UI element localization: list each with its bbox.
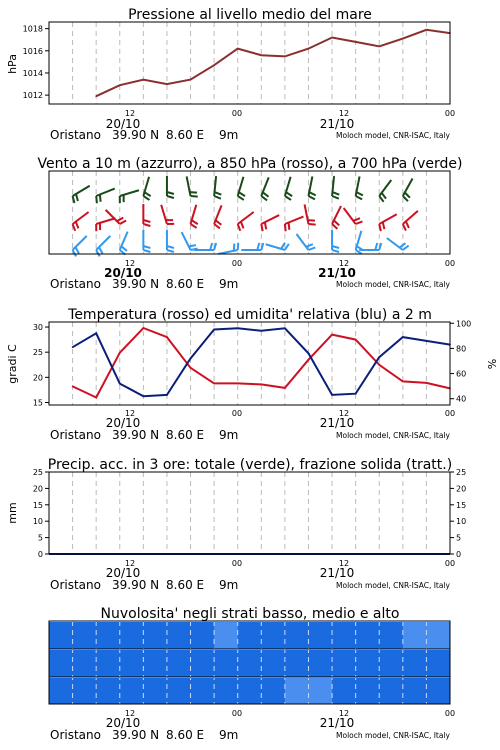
wind-barb-feather	[145, 192, 151, 196]
time-tick-label: 00	[231, 109, 243, 118]
temperature-point	[190, 367, 192, 369]
wind-barb-feather	[238, 243, 239, 250]
date-label: 20/10	[105, 716, 141, 730]
wind-barb-feather	[239, 192, 245, 196]
cloud-cell-light	[214, 622, 238, 649]
y-tick-label: 20	[32, 484, 43, 494]
humidity-point	[355, 393, 357, 395]
wind-barb-feather	[143, 220, 150, 222]
humidity-point	[95, 333, 97, 335]
time-tick-label: 12	[124, 709, 136, 718]
wind-barb-feather	[190, 192, 197, 193]
humidity-point	[119, 383, 121, 385]
pressure-point	[426, 29, 428, 31]
y-tick-label: 5	[37, 533, 43, 543]
date-label: 21/10	[319, 566, 355, 580]
time-tick-label: 12	[124, 259, 136, 268]
wind-barb-feather	[143, 224, 150, 226]
cloudiness-title: Nuvolosita' negli strati basso, medio e alto	[100, 606, 400, 622]
pressure-point	[402, 38, 404, 40]
wind-barb-feather	[100, 195, 101, 202]
precipitation-location-line	[50, 578, 451, 592]
date-label: 20/10	[105, 566, 141, 580]
y-tick-label: 20	[32, 373, 43, 383]
location-lat: 39.90 N	[112, 128, 160, 142]
humidity-point	[402, 336, 404, 338]
temperature-point	[331, 334, 333, 336]
humidity-point	[260, 330, 262, 332]
wind-barb-feather	[265, 222, 266, 229]
pressure-point	[378, 46, 380, 48]
precipitation-grid	[73, 472, 427, 554]
temperature-location-line	[50, 428, 451, 442]
temperature-point	[119, 352, 121, 354]
wind-barb-feather	[332, 224, 337, 229]
pressure-point	[331, 37, 333, 39]
temperature-point	[260, 384, 262, 386]
wind-barb-feather	[143, 246, 150, 248]
wind-barb-feather	[191, 196, 198, 197]
wind-barb-feather	[99, 247, 103, 253]
time-tick-label: 00	[444, 109, 456, 118]
location-lon: 8.60 E	[166, 277, 205, 291]
date-label: 21/10	[319, 117, 355, 131]
wind-barb-feather	[121, 246, 127, 251]
precipitation-y-ticks-left	[33, 468, 49, 559]
y-tick-label: 25	[456, 468, 467, 477]
temperature-point	[72, 386, 74, 388]
temperature-frame	[49, 322, 450, 405]
y-tick-label: 5	[456, 533, 462, 543]
pressure-point	[166, 83, 168, 85]
wind-barb-feather	[406, 221, 409, 228]
temperature-point	[166, 336, 168, 338]
location-alt: 9m	[219, 578, 239, 592]
time-tick-label: 00	[444, 709, 456, 718]
pressure-y-ticks	[23, 25, 49, 100]
time-tick-label: 12	[338, 559, 350, 568]
pressure-point	[143, 79, 145, 81]
y-tick-label: 15	[32, 398, 43, 408]
wind-barb-feather	[356, 192, 362, 195]
location-alt: 9m	[219, 728, 239, 742]
wind-barb-feather	[308, 247, 315, 250]
y-tick-label: 15	[32, 500, 43, 510]
temperature-point	[402, 381, 404, 383]
wind-barb-feather	[285, 224, 286, 231]
location-lat: 39.90 N	[112, 728, 160, 742]
pressure-frame	[49, 22, 450, 104]
wind-barb-feather	[167, 250, 174, 252]
wind-barb-feather	[382, 193, 386, 199]
y-tick-label: 30	[32, 323, 43, 333]
wind-barb-feather	[96, 250, 100, 256]
pressure-point	[95, 95, 97, 97]
location-name: Oristano	[50, 428, 101, 442]
location-name: Oristano	[50, 728, 101, 742]
wind-barb-feather	[167, 246, 174, 248]
humidity-point	[284, 327, 286, 329]
model-credit: Moloch model, CNR-ISAC, Italy	[336, 581, 450, 590]
wind-barb-feather	[76, 194, 78, 201]
time-tick-label: 12	[338, 709, 350, 718]
wind-barb-feather	[332, 196, 339, 199]
time-tick-label: 12	[124, 559, 136, 568]
wind-barb-feather	[334, 220, 339, 225]
cloudiness-time-axis	[106, 709, 455, 730]
time-tick-label: 00	[231, 409, 243, 418]
wind-barb-feather	[308, 224, 315, 225]
wind-barb-feather	[73, 250, 77, 256]
y-tick-label: 10	[456, 517, 467, 527]
time-tick-label: 12	[338, 409, 350, 418]
time-tick-label: 12	[338, 109, 350, 118]
wind-panel	[37, 156, 462, 291]
temperature-point	[308, 359, 310, 361]
temperature-title: Temperatura (rosso) ed umidita' relativa (blu) a 2 m	[68, 307, 432, 323]
time-tick-label: 00	[231, 559, 243, 568]
wind-barb-feather	[403, 246, 409, 250]
model-credit: Moloch model, CNR-ISAC, Italy	[336, 280, 450, 289]
wind-barb-feather	[356, 221, 363, 224]
wind-grid	[73, 171, 427, 254]
location-alt: 9m	[219, 277, 239, 291]
precipitation-y-ticks-right	[450, 468, 466, 559]
y-tick-label: 10	[32, 517, 43, 527]
wind-barb-feather	[234, 244, 235, 251]
temperature-point	[143, 327, 145, 329]
pressure-title: Pressione al livello medio del mare	[128, 7, 372, 23]
y-tick-label: 40	[456, 394, 467, 404]
wind-barb-feather	[356, 196, 362, 199]
location-alt: 9m	[219, 428, 239, 442]
model-credit: Moloch model, CNR-ISAC, Italy	[336, 431, 450, 440]
y-tick-label: 15	[456, 500, 467, 510]
wind-barb-feather	[332, 250, 339, 252]
time-tick-label: 12	[124, 409, 136, 418]
humidity-point	[143, 395, 145, 397]
temperature-point	[95, 397, 97, 399]
pressure-ylabel: hPa	[6, 54, 19, 74]
wind-barb-feather	[191, 224, 197, 228]
humidity-point	[166, 394, 168, 396]
temperature-time-axis	[106, 409, 455, 430]
wind-barb-feather	[375, 243, 377, 250]
temperature-point	[213, 383, 215, 385]
pressure-point	[260, 54, 262, 56]
pressure-point	[237, 48, 239, 50]
precipitation-time-axis	[106, 559, 455, 580]
pressure-point	[213, 64, 215, 66]
time-tick-label: 00	[231, 709, 243, 718]
pressure-point	[284, 56, 286, 58]
wind-barb-feather	[308, 220, 315, 221]
humidity-y-ticks	[450, 319, 471, 403]
cloud-cell-light	[403, 622, 427, 649]
wind-barb-feather	[257, 243, 259, 250]
wind-barb-feather	[285, 196, 291, 200]
wind-barb-feather	[308, 196, 314, 199]
temperature-ylabel: gradi C	[6, 344, 19, 384]
date-label: 20/10	[105, 117, 141, 131]
location-lon: 8.60 E	[166, 128, 205, 142]
time-tick-label: 00	[231, 259, 243, 268]
date-label: 20/10	[105, 416, 141, 430]
precipitation-frame	[49, 472, 450, 554]
y-tick-label: 100	[456, 319, 472, 329]
pressure-point	[119, 84, 121, 86]
date-label: 20/10	[104, 266, 142, 280]
y-tick-label: 1018	[22, 24, 43, 34]
humidity-point	[308, 353, 310, 355]
temperature-point	[426, 382, 428, 384]
y-tick-label: 20	[456, 484, 467, 494]
temperature-grid	[73, 322, 427, 405]
wind-barb-feather	[143, 196, 149, 200]
wind-barb-feather	[210, 243, 212, 250]
wind-title: Vento a 10 m (azzurro), a 850 hPa (rosso), a 700 hPa (verde)	[37, 156, 463, 172]
y-tick-label: 1014	[22, 68, 43, 78]
location-lon: 8.60 E	[166, 728, 205, 742]
humidity-point	[426, 340, 428, 342]
cloud-layer-band	[49, 650, 450, 677]
y-tick-label: 80	[456, 344, 467, 354]
pressure-grid	[73, 22, 427, 104]
location-alt: 9m	[219, 128, 239, 142]
humidity-point	[72, 346, 74, 348]
location-lat: 39.90 N	[112, 277, 160, 291]
precipitation-panel	[6, 457, 466, 592]
wind-barb-feather	[214, 196, 221, 199]
model-credit: Moloch model, CNR-ISAC, Italy	[336, 131, 450, 140]
y-tick-label: 1016	[22, 46, 43, 56]
pressure-point	[190, 79, 192, 81]
date-label: 21/10	[319, 716, 355, 730]
wind-barb-feather	[216, 220, 222, 224]
location-name: Oristano	[50, 277, 101, 291]
cloud-layer-band	[49, 678, 450, 704]
wind-barb-feather	[75, 247, 79, 253]
humidity-point	[190, 358, 192, 360]
wind-barb-feather	[263, 192, 269, 196]
temperature-point	[355, 339, 357, 341]
y-tick-label: 25	[32, 348, 43, 358]
y-tick-label: 60	[456, 369, 467, 379]
y-tick-label: 25	[32, 468, 43, 477]
humidity-ylabel: %	[485, 358, 498, 370]
wind-barb-feather	[96, 196, 97, 203]
wind-barbs	[73, 176, 418, 256]
wind-barb-feather	[379, 224, 381, 231]
location-name: Oristano	[50, 578, 101, 592]
date-label: 21/10	[319, 416, 355, 430]
temperature-panel	[6, 307, 498, 442]
wind-barb-feather	[192, 220, 198, 224]
humidity-point	[331, 394, 333, 396]
location-lon: 8.60 E	[166, 578, 205, 592]
wind-barb-feather	[289, 223, 290, 230]
pressure-series-line	[96, 30, 450, 96]
precipitation-ylabel: mm	[6, 502, 19, 524]
cloud-cell-light	[308, 678, 332, 704]
time-tick-label: 12	[338, 259, 350, 268]
wind-barb-feather	[238, 196, 244, 200]
humidity-point	[237, 327, 239, 329]
wind-barb-feather	[189, 245, 196, 246]
location-lon: 8.60 E	[166, 428, 205, 442]
location-lat: 39.90 N	[112, 578, 160, 592]
wind-barb-feather	[261, 196, 267, 200]
time-tick-label: 00	[444, 259, 456, 268]
model-credit: Moloch model, CNR-ISAC, Italy	[336, 731, 450, 740]
cloudiness-location-line	[50, 728, 451, 742]
wind-barb-feather	[383, 222, 385, 229]
temperature-y-ticks	[33, 323, 49, 407]
cloudiness-cells	[49, 622, 450, 704]
pressure-panel	[6, 7, 455, 142]
wind-barb-feather	[353, 218, 360, 221]
y-tick-label: 0	[37, 550, 43, 559]
wind-barb-feather	[76, 222, 79, 229]
cloud-cell-light	[426, 622, 450, 649]
cloud-cell-light	[285, 678, 309, 704]
time-tick-label: 00	[444, 559, 456, 568]
wind-barb-feather	[286, 192, 292, 196]
wind-barb-feather	[215, 192, 222, 195]
wind-barb-feather	[405, 193, 410, 198]
precipitation-title: Precip. acc. in 3 ore: totale (verde), frazione solida (tratt.)	[47, 457, 453, 473]
wind-barb-feather	[403, 196, 408, 201]
temperature-point	[284, 387, 286, 389]
wind-barb-feather	[306, 244, 313, 247]
humidity-point	[213, 329, 215, 331]
pressure-point	[355, 41, 357, 43]
wind-barb-feather	[143, 250, 150, 252]
y-tick-label: 1012	[22, 91, 43, 101]
wind-barb-feather	[167, 196, 174, 198]
time-tick-label: 12	[124, 109, 136, 118]
temperature-point	[378, 364, 380, 366]
wind-barb-feather	[167, 192, 174, 194]
y-tick-label: 0	[456, 550, 462, 559]
pressure-point	[308, 48, 310, 50]
wind-barb-feather	[309, 192, 315, 195]
wind-barb-feather	[332, 246, 339, 248]
wind-barb-feather	[379, 196, 383, 202]
cloudiness-panel	[49, 606, 455, 742]
wind-barb-feather	[120, 220, 126, 224]
date-label: 21/10	[318, 266, 356, 280]
time-tick-label: 00	[444, 409, 456, 418]
location-lat: 39.90 N	[112, 428, 160, 442]
location-name: Oristano	[50, 128, 101, 142]
wind-barb-feather	[261, 224, 262, 231]
temperature-point	[237, 383, 239, 385]
wind-barb-feather	[285, 244, 289, 250]
wind-barb-feather	[332, 192, 339, 195]
wind-barb-feather	[214, 224, 220, 228]
cloud-layer-band	[49, 622, 450, 649]
humidity-point	[378, 356, 380, 358]
pressure-points	[95, 29, 450, 97]
wind-barb-feather	[241, 222, 244, 229]
